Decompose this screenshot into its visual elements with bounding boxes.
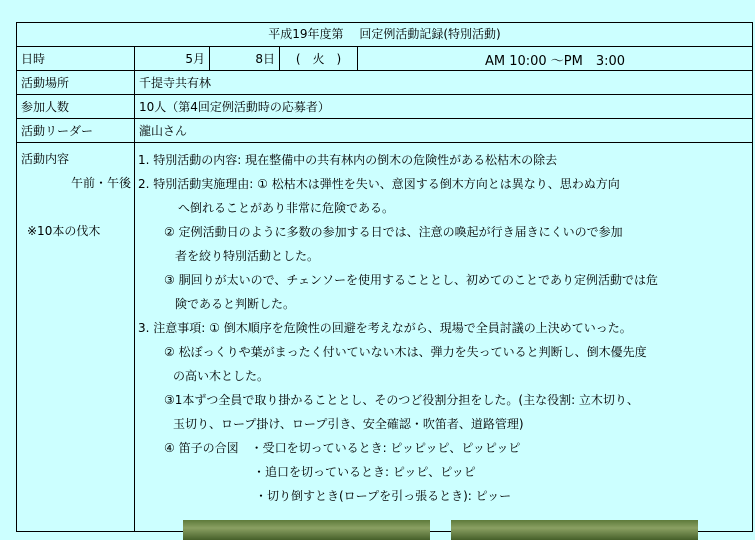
content-note: ※10本の伐木 bbox=[27, 224, 101, 238]
content-line: 1. 特別活動の内容: 現在整備中の共有林内の倒木の危険性がある松枯木の除去 bbox=[138, 153, 558, 167]
content-line: 玉切り、ロープ掛け、ロープ引き、安全確認・吹笛者、道路管理) bbox=[173, 417, 524, 431]
place-row bbox=[17, 71, 752, 95]
content-body bbox=[135, 143, 752, 532]
date-weekday: ( 火 ) bbox=[280, 47, 358, 70]
content-time-label: 午前・午後 bbox=[70, 176, 131, 190]
participants-label: 参加人数 bbox=[17, 95, 135, 118]
content-line: ② 定例活動日のように多数の参加する日では、注意の喚起が行き届きにくいので参加 bbox=[164, 225, 623, 239]
content-label: 活動内容 bbox=[21, 152, 70, 166]
date-time: AM 10:00 ～PM 3:00 bbox=[484, 54, 626, 69]
date-label: 日時 bbox=[17, 47, 135, 70]
content-line: ③1本ずつ全員で取り掛かることとし、そのつど役割分担をした。(主な役割: 立木切り、 bbox=[164, 393, 639, 407]
leader-row bbox=[17, 119, 752, 143]
content-line: 3. 注意事項: ① 倒木順序を危険性の回避を考えながら、現場で全員討議の上決めていった。 bbox=[138, 321, 632, 335]
place-value: 千提寺共有林 bbox=[139, 76, 212, 90]
content-line: 者を絞り特別活動とした。 bbox=[175, 249, 320, 263]
content-label-cell bbox=[17, 143, 135, 532]
participants-row bbox=[17, 95, 752, 119]
activity-record-table bbox=[16, 22, 753, 532]
date-month: 5月 bbox=[135, 47, 210, 70]
date-row bbox=[17, 47, 752, 71]
content-line: へ倒れることがあり非常に危険である。 bbox=[178, 201, 395, 215]
content-line: 険であると判断した。 bbox=[175, 297, 296, 311]
content-line: ② 松ぼっくりや葉がまったく付いていない木は、弾力を失っていると判断し、倒木優先度 bbox=[164, 345, 647, 359]
content-line: ④ 笛子の合図 ・受口を切っているとき: ピッピッピ、ピッピッピ bbox=[164, 441, 521, 455]
content-line: 2. 特別活動実施理由: ① 松枯木は弾性を失い、意図する倒木方向とは異なり、思わぬ方向 bbox=[138, 177, 620, 191]
title-row bbox=[17, 23, 752, 47]
leader-value: 瀧山さん bbox=[139, 124, 188, 138]
activity-photo bbox=[451, 520, 698, 540]
content-line: の高い木とした。 bbox=[173, 369, 270, 383]
page-title: 平成19年度第 回定例活動記録(特別活動) bbox=[268, 27, 501, 41]
leader-label: 活動リーダー bbox=[17, 119, 135, 142]
content-line: ・追口を切っているとき: ピッピ、ピッピ bbox=[253, 465, 476, 479]
content-row bbox=[17, 143, 752, 532]
date-day: 8日 bbox=[210, 47, 280, 70]
place-label: 活動場所 bbox=[17, 71, 135, 94]
participants-value: 10人（第4回定例活動時の応募者） bbox=[139, 100, 330, 114]
content-line: ③ 胴回りが太いので、チェンソーを使用することとし、初めてのことであり定例活動では危 bbox=[164, 273, 658, 287]
content-line: ・切り倒すとき(ロープを引っ張るとき): ピッー bbox=[255, 489, 512, 503]
activity-photo bbox=[183, 520, 430, 540]
